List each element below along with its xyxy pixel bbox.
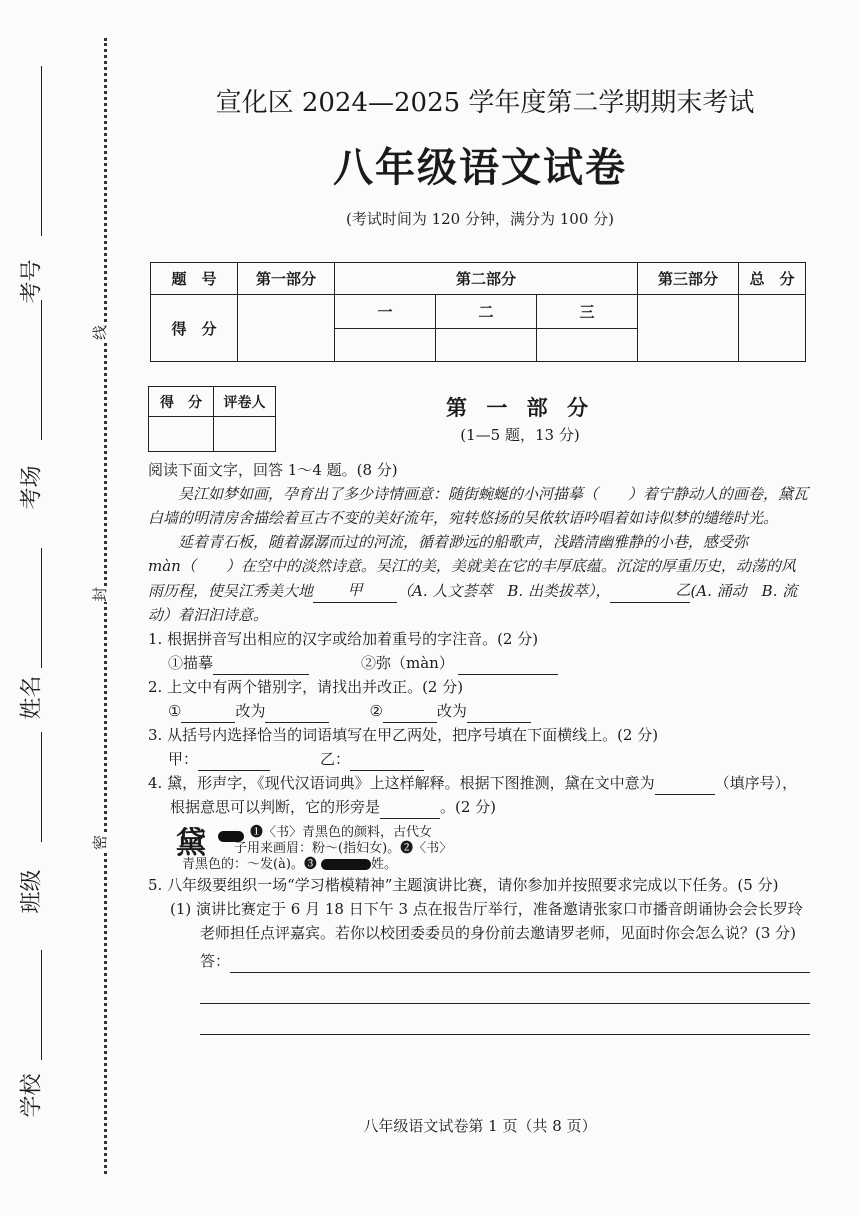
q2-change-a: 改为 <box>235 702 266 720</box>
grader-name-label: 评卷人 <box>214 387 276 417</box>
score-table <box>150 262 806 362</box>
q3-item-jia: 甲： <box>168 750 199 768</box>
answer-area <box>148 945 810 1035</box>
reading-paragraph-1: 吴江如梦如画，孕育出了多少诗情画意：随街蜿蜒的小河描摹（ ）着宁静动人的画卷，黛瓦白墙的明清房舍描绘着亘古不变的美好流年，宛转悠扬的吴侬软语吟唱着如诗似梦的缱绻时光。 <box>148 485 809 527</box>
blank-jia[interactable] <box>313 578 397 603</box>
name-label: 姓名 <box>19 675 45 720</box>
answer-row-1 <box>200 945 810 973</box>
seal-char-secret: 密 <box>91 834 110 851</box>
reading-intro: 阅读下面文字，回答 1～4 题。(8 分) <box>148 461 398 479</box>
score-row-label: 得 分 <box>151 295 238 362</box>
score-part2-1-cell[interactable] <box>335 328 436 362</box>
header-part1: 第一部分 <box>238 263 335 295</box>
q4-text-a: 4. 黛，形声字，《现代汉语词典》上这样解释。根据下图推测，黛在文中意为 <box>148 774 655 792</box>
reading-text-a: màn（ ）在空中的淡然诗意。吴江的美，美就美在它的丰厚底蕴。沉淀的厚重历史，动荡的风雨历程，使吴江秀美大地 <box>148 557 796 600</box>
q4-text-c: 。(2 分) <box>440 798 497 816</box>
school-label: 学校 <box>19 1073 45 1118</box>
dictionary-definition <box>182 825 674 873</box>
q1-item-a: ①描摹 <box>168 654 214 672</box>
question-3-items <box>148 747 810 771</box>
exam-room-line <box>41 300 42 440</box>
q4-text-b: （填序号），根据意思可以判断，它的形旁是 <box>170 774 798 816</box>
dictionary-headword: 黛 <box>176 826 206 861</box>
q2-item-b: ② <box>369 702 383 720</box>
score-part3-cell[interactable] <box>638 295 739 362</box>
exam-note: (考试时间为 120 分钟，满分为 100 分) <box>345 210 615 228</box>
sub-header-2: 二 <box>436 295 537 329</box>
exam-title: 宣化区 2024—2025 学年度第二学期期末考试 <box>215 88 755 118</box>
reading-paragraph-2: 延着青石板，随着潺潺而过的河流，循着渺远的船歌声，浅踏清幽雅静的小巷，感受弥 <box>178 533 749 551</box>
answer-line-1[interactable] <box>230 952 810 973</box>
section-subtitle: (1—5 题，13 分) <box>460 426 580 444</box>
question-1: 1. 根据拼音写出相应的汉字或给加着重号的字注音。(2 分) <box>148 630 539 648</box>
score-total-cell[interactable] <box>739 295 806 362</box>
question-2: 2. 上文中有两个错别字，请找出并改正。(2 分) <box>148 678 464 696</box>
score-part1-cell[interactable] <box>238 295 335 362</box>
q4-answer-meaning[interactable] <box>655 794 715 795</box>
seal-char-line: 线 <box>91 324 110 341</box>
grader-table <box>148 386 276 452</box>
sub-header-3: 三 <box>537 295 638 329</box>
q4-answer-radical[interactable] <box>380 818 440 819</box>
score-part2-3-cell[interactable] <box>537 328 638 362</box>
q1-answer-b[interactable] <box>458 674 558 675</box>
header-part3: 第三部分 <box>638 263 739 295</box>
exam-room-label: 考场 <box>19 465 45 510</box>
grader-score-label: 得 分 <box>149 387 214 417</box>
exam-number-label: 考号 <box>19 259 45 304</box>
grader-name-cell[interactable] <box>214 417 276 452</box>
page-footer: 八年级语文试卷第 1 页（共 8 页） <box>363 1117 597 1135</box>
reading-paragraph-3 <box>148 554 810 627</box>
dict-line-2: 子用来画眉：粉～(指妇女)。❷〈书〉 <box>234 841 453 856</box>
grader-score-cell[interactable] <box>149 417 214 452</box>
question-3: 3. 从括号内选择恰当的词语填写在甲乙两处，把序号填在下面横线上。(2 分) <box>148 726 659 744</box>
class-label: 班级 <box>19 869 45 914</box>
answer-line-2[interactable] <box>200 973 810 1004</box>
header-question-no: 题 号 <box>151 263 238 295</box>
q2-change-b: 改为 <box>436 702 467 720</box>
question-2-items <box>148 699 810 723</box>
question-1-items <box>148 651 810 675</box>
answer-label: 答： <box>200 952 231 970</box>
reading-text-b: （A. 人文荟萃 B. 出类拔萃）， <box>397 582 611 600</box>
paper-title: 八年级语文试卷 <box>333 144 627 191</box>
redacted-mark-2 <box>321 859 371 870</box>
reading-text-c: (A. 涌动 B. 流动）着汩汩诗意。 <box>148 582 798 624</box>
q1-item-b: ②弥（màn） <box>361 654 454 672</box>
question-4 <box>148 771 810 819</box>
score-part2-2-cell[interactable] <box>436 328 537 362</box>
sub-header-1: 一 <box>335 295 436 329</box>
dictionary-excerpt <box>176 823 810 873</box>
label-yi: 乙 <box>675 581 691 599</box>
header-total: 总 分 <box>739 263 806 295</box>
section-title: 第 一 部 分 <box>446 395 594 420</box>
question-5-part-1: (1) 演讲比赛定于 6 月 18 日下午 3 点在报告厅举行，准备邀请张家口市播音朗诵协会会长罗玲老师担任点评嘉宾。若你以校团委委员的身份前去邀请罗老师，见面时你会怎么说？(3 分) <box>170 900 803 942</box>
class-line <box>41 732 42 842</box>
label-jia: 甲 <box>347 581 363 599</box>
answer-line-3[interactable] <box>200 1004 810 1035</box>
dict-line-3-text: 青黑色的：～发(à)。❸ <box>182 857 317 872</box>
question-5: 5. 八年级要组织一场“学习楷模精神”主题演讲比赛，请你参加并按照要求完成以下任务。(5 分) <box>148 876 779 894</box>
q2-item-a: ① <box>168 702 182 720</box>
seal-char-seal: 封 <box>91 586 110 603</box>
dict-line-1: ❶〈书〉青黑色的颜料，古代女 <box>250 825 433 840</box>
header-part2: 第二部分 <box>335 263 638 295</box>
dict-line-3 <box>182 857 674 873</box>
school-line <box>41 950 42 1060</box>
blank-yi[interactable] <box>610 578 690 603</box>
q3-item-yi: 乙： <box>320 750 351 768</box>
name-line <box>41 548 42 668</box>
question-content <box>148 458 810 1035</box>
dict-line-3-end: 姓。 <box>371 857 398 872</box>
